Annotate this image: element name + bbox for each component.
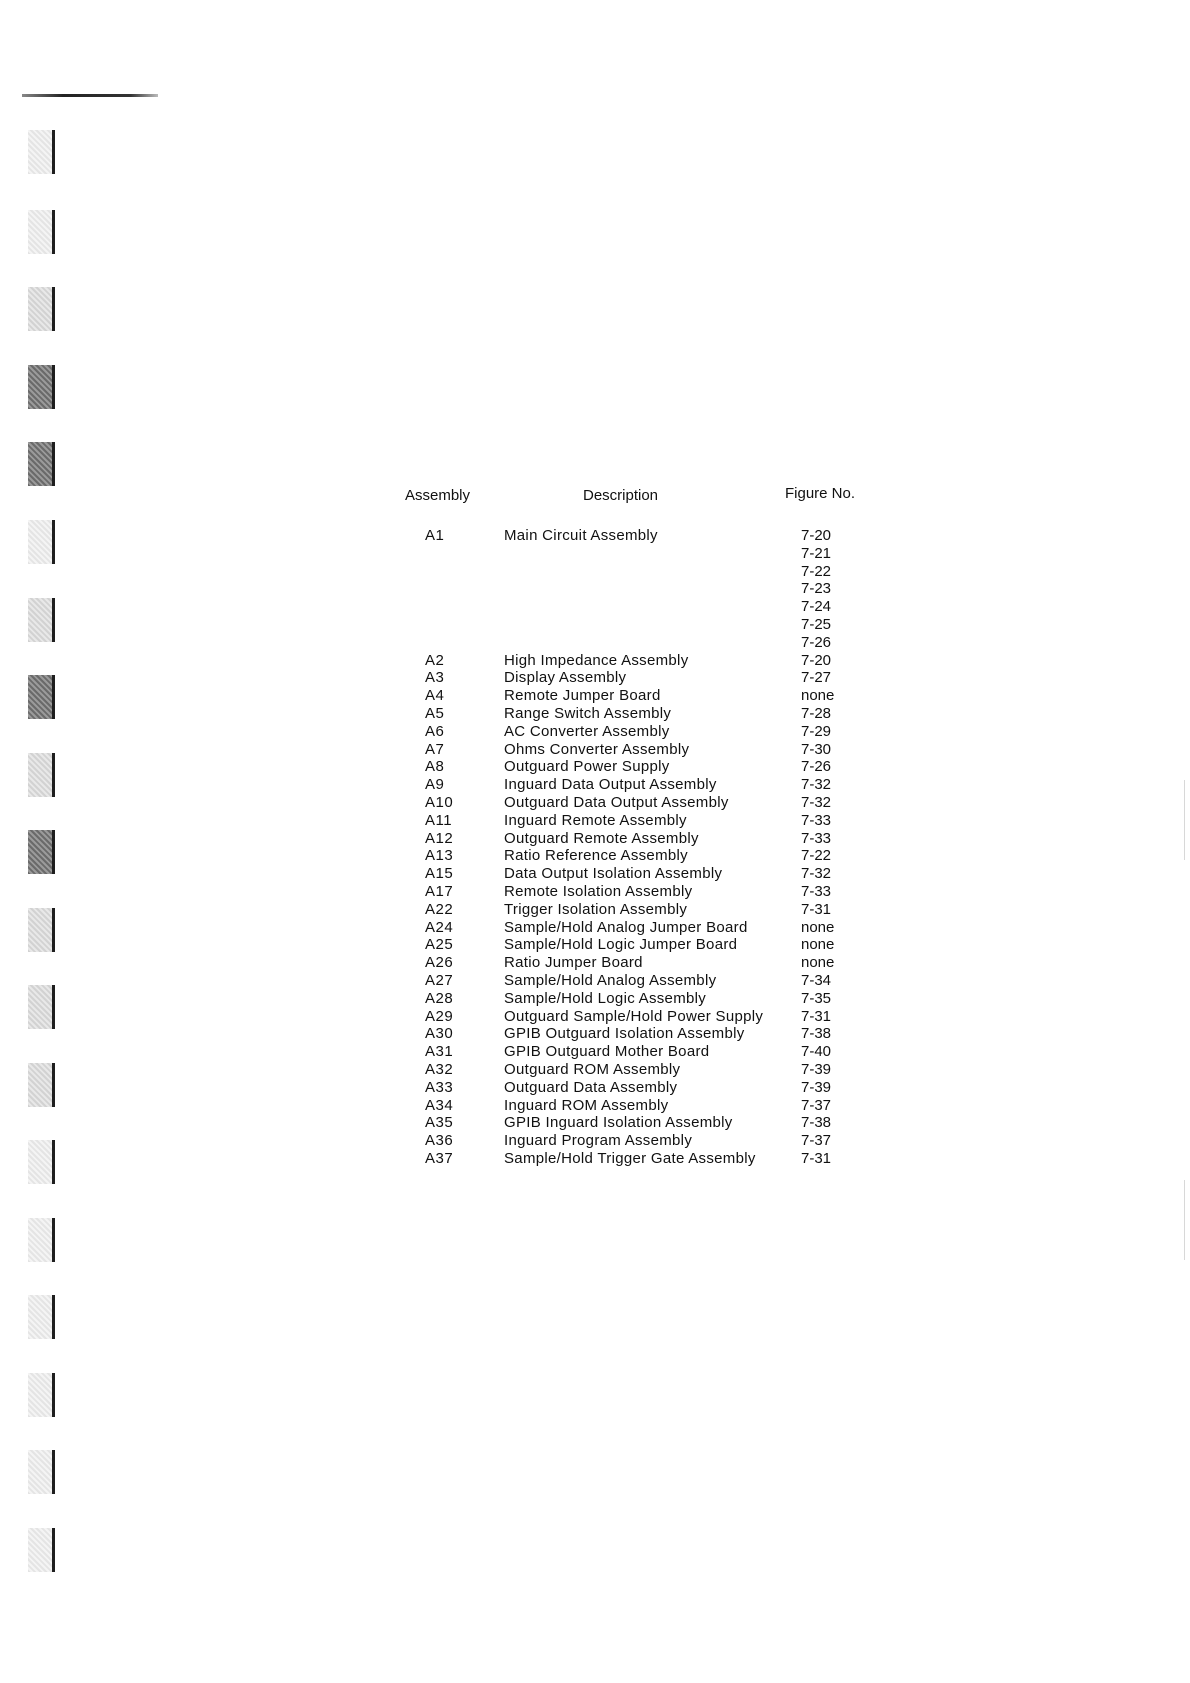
table-row bbox=[405, 1025, 875, 1043]
binding-mark bbox=[28, 753, 55, 797]
figure-no-cell: 7-31 bbox=[801, 1149, 832, 1167]
description-cell: Inguard Remote Assembly bbox=[504, 811, 687, 829]
binding-mark bbox=[28, 287, 55, 331]
description-cell: GPIB Outguard Isolation Assembly bbox=[504, 1025, 745, 1043]
binding-mark bbox=[28, 210, 55, 254]
figure-no-cell: 7-38 bbox=[801, 1025, 832, 1043]
binding-mark bbox=[28, 598, 55, 642]
assembly-cell: A35 bbox=[425, 1114, 454, 1132]
assembly-cell: A29 bbox=[425, 1007, 454, 1025]
binding-mark bbox=[28, 1063, 55, 1107]
description-cell: Data Output Isolation Assembly bbox=[504, 865, 723, 883]
binding-mark bbox=[28, 520, 55, 564]
table-row bbox=[405, 723, 875, 741]
description-cell: Inguard Data Output Assembly bbox=[504, 776, 717, 794]
assembly-cell: A6 bbox=[425, 722, 445, 740]
figure-no-cell: none bbox=[801, 936, 835, 954]
figure-no-cell: 7-20 bbox=[801, 651, 832, 669]
binding-mark bbox=[28, 130, 55, 174]
description-cell: Trigger Isolation Assembly bbox=[504, 900, 688, 918]
description-cell: High Impedance Assembly bbox=[504, 651, 689, 669]
binding-mark bbox=[28, 1528, 55, 1572]
binding-mark bbox=[28, 1450, 55, 1494]
figure-no-cell: none bbox=[801, 687, 835, 705]
assembly-cell: A34 bbox=[425, 1096, 454, 1114]
assembly-cell: A33 bbox=[425, 1078, 454, 1096]
assembly-cell: A8 bbox=[425, 758, 445, 776]
description-cell: GPIB Outguard Mother Board bbox=[504, 1043, 710, 1061]
binding-holes-strip bbox=[28, 130, 58, 1650]
description-cell: Inguard Program Assembly bbox=[504, 1132, 693, 1150]
assembly-cell: A7 bbox=[425, 740, 445, 758]
assembly-cell: A36 bbox=[425, 1132, 454, 1150]
figure-no-cell: 7-22 bbox=[801, 562, 832, 580]
assembly-table bbox=[405, 487, 875, 1168]
table-row bbox=[405, 1079, 875, 1097]
table-row bbox=[405, 1061, 875, 1079]
description-cell: Ratio Jumper Board bbox=[504, 954, 643, 972]
figure-no-cell: 7-34 bbox=[801, 971, 832, 989]
assembly-cell: A9 bbox=[425, 776, 445, 794]
table-row bbox=[405, 776, 875, 794]
binding-mark bbox=[28, 830, 55, 874]
figure-no-cell: 7-32 bbox=[801, 865, 832, 883]
assembly-cell: A3 bbox=[425, 669, 445, 687]
figure-no-cell: 7-24 bbox=[801, 598, 832, 616]
figure-no-cell: 7-37 bbox=[801, 1096, 832, 1114]
figure-no-cell: 7-25 bbox=[801, 615, 832, 633]
binding-mark bbox=[28, 442, 55, 486]
figure-no-cell: none bbox=[801, 954, 835, 972]
assembly-cell: A37 bbox=[425, 1149, 454, 1167]
table-header bbox=[405, 487, 875, 527]
table-row bbox=[405, 954, 875, 972]
description-cell: Sample/Hold Analog Assembly bbox=[504, 971, 717, 989]
table-row bbox=[405, 883, 875, 901]
table-row bbox=[405, 901, 875, 919]
table-row bbox=[405, 1114, 875, 1132]
description-cell: Sample/Hold Trigger Gate Assembly bbox=[504, 1149, 756, 1167]
figure-no-cell: 7-40 bbox=[801, 1043, 832, 1061]
table-row bbox=[405, 616, 875, 634]
description-cell: GPIB Inguard Isolation Assembly bbox=[504, 1114, 733, 1132]
table-row bbox=[405, 687, 875, 705]
header-assembly: Assembly bbox=[405, 487, 471, 504]
figure-no-cell: 7-35 bbox=[801, 989, 832, 1007]
figure-no-cell: 7-33 bbox=[801, 882, 832, 900]
description-cell: Ohms Converter Assembly bbox=[504, 740, 690, 758]
assembly-cell: A24 bbox=[425, 918, 454, 936]
table-row bbox=[405, 563, 875, 581]
assembly-cell: A31 bbox=[425, 1043, 454, 1061]
figure-no-cell: 7-21 bbox=[801, 544, 832, 562]
binding-mark bbox=[28, 908, 55, 952]
assembly-cell: A28 bbox=[425, 989, 454, 1007]
description-cell: Display Assembly bbox=[504, 669, 627, 687]
assembly-cell: A22 bbox=[425, 900, 454, 918]
table-row bbox=[405, 972, 875, 990]
figure-no-cell: 7-37 bbox=[801, 1132, 832, 1150]
description-cell: Outguard Data Assembly bbox=[504, 1078, 678, 1096]
assembly-cell: A1 bbox=[425, 527, 445, 544]
table-row bbox=[405, 1043, 875, 1061]
assembly-cell: A10 bbox=[425, 793, 454, 811]
figure-no-cell: 7-31 bbox=[801, 1007, 832, 1025]
table-row bbox=[405, 812, 875, 830]
description-cell: Remote Isolation Assembly bbox=[504, 882, 693, 900]
table-row bbox=[405, 634, 875, 652]
header-description: Description bbox=[583, 487, 659, 504]
description-cell: Sample/Hold Logic Assembly bbox=[504, 989, 707, 1007]
description-cell: Outguard Data Output Assembly bbox=[504, 793, 729, 811]
binding-mark bbox=[28, 1140, 55, 1184]
description-cell: Range Switch Assembly bbox=[504, 704, 672, 722]
figure-no-cell: 7-26 bbox=[801, 633, 832, 651]
header-figure-no: Figure No. bbox=[785, 485, 856, 502]
table-row bbox=[405, 1132, 875, 1150]
figure-no-cell: 7-22 bbox=[801, 847, 832, 865]
table-row bbox=[405, 669, 875, 687]
binding-mark bbox=[28, 1373, 55, 1417]
figure-no-cell: 7-23 bbox=[801, 580, 832, 598]
table-row bbox=[405, 830, 875, 848]
assembly-cell: A5 bbox=[425, 704, 445, 722]
table-row bbox=[405, 919, 875, 937]
description-cell: Outguard Sample/Hold Power Supply bbox=[504, 1007, 764, 1025]
binding-mark bbox=[28, 1218, 55, 1262]
assembly-cell: A25 bbox=[425, 936, 454, 954]
description-cell: Remote Jumper Board bbox=[504, 687, 661, 705]
figure-no-cell: 7-32 bbox=[801, 793, 832, 811]
table-row bbox=[405, 598, 875, 616]
table-body bbox=[405, 527, 875, 1168]
figure-no-cell: 7-20 bbox=[801, 527, 832, 544]
table-row bbox=[405, 1150, 875, 1168]
description-cell: Outguard Remote Assembly bbox=[504, 829, 699, 847]
figure-no-cell: 7-31 bbox=[801, 900, 832, 918]
top-rule bbox=[22, 94, 158, 97]
table-row bbox=[405, 758, 875, 776]
figure-no-cell: 7-28 bbox=[801, 704, 832, 722]
description-cell: Outguard ROM Assembly bbox=[504, 1060, 681, 1078]
figure-no-cell: 7-30 bbox=[801, 740, 832, 758]
table-row bbox=[405, 1097, 875, 1115]
assembly-cell: A26 bbox=[425, 954, 454, 972]
assembly-cell: A4 bbox=[425, 687, 445, 705]
assembly-cell: A11 bbox=[425, 811, 453, 829]
table-row bbox=[405, 1008, 875, 1026]
table-row bbox=[405, 990, 875, 1008]
binding-mark bbox=[28, 985, 55, 1029]
assembly-cell: A30 bbox=[425, 1025, 454, 1043]
table-row bbox=[405, 936, 875, 954]
figure-no-cell: 7-38 bbox=[801, 1114, 832, 1132]
scan-speck bbox=[1184, 780, 1185, 860]
table-row bbox=[405, 741, 875, 759]
table-row bbox=[405, 847, 875, 865]
figure-no-cell: 7-33 bbox=[801, 811, 832, 829]
assembly-cell: A17 bbox=[425, 882, 454, 900]
binding-mark bbox=[28, 1295, 55, 1339]
table-row bbox=[405, 580, 875, 598]
assembly-cell: A27 bbox=[425, 971, 454, 989]
figure-no-cell: 7-29 bbox=[801, 722, 832, 740]
assembly-cell: A13 bbox=[425, 847, 454, 865]
table-row bbox=[405, 705, 875, 723]
binding-mark bbox=[28, 365, 55, 409]
table-row bbox=[405, 545, 875, 563]
binding-mark bbox=[28, 675, 55, 719]
description-cell: Inguard ROM Assembly bbox=[504, 1096, 669, 1114]
figure-no-cell: 7-27 bbox=[801, 669, 832, 687]
description-cell: Outguard Power Supply bbox=[504, 758, 670, 776]
figure-no-cell: 7-39 bbox=[801, 1078, 832, 1096]
figure-no-cell: none bbox=[801, 918, 835, 936]
description-cell: AC Converter Assembly bbox=[504, 722, 670, 740]
assembly-cell: A2 bbox=[425, 651, 445, 669]
description-cell: Sample/Hold Logic Jumper Board bbox=[504, 936, 738, 954]
assembly-cell: A12 bbox=[425, 829, 454, 847]
figure-no-cell: 7-26 bbox=[801, 758, 832, 776]
figure-no-cell: 7-32 bbox=[801, 776, 832, 794]
table-row bbox=[405, 652, 875, 670]
table-row bbox=[405, 527, 875, 545]
description-cell: Sample/Hold Analog Jumper Board bbox=[504, 918, 748, 936]
description-cell: Ratio Reference Assembly bbox=[504, 847, 688, 865]
scan-speck bbox=[1184, 1180, 1185, 1260]
assembly-cell: A15 bbox=[425, 865, 454, 883]
table-row bbox=[405, 794, 875, 812]
table-row bbox=[405, 865, 875, 883]
assembly-cell: A32 bbox=[425, 1060, 454, 1078]
description-cell: Main Circuit Assembly bbox=[504, 527, 658, 544]
figure-no-cell: 7-39 bbox=[801, 1060, 832, 1078]
figure-no-cell: 7-33 bbox=[801, 829, 832, 847]
